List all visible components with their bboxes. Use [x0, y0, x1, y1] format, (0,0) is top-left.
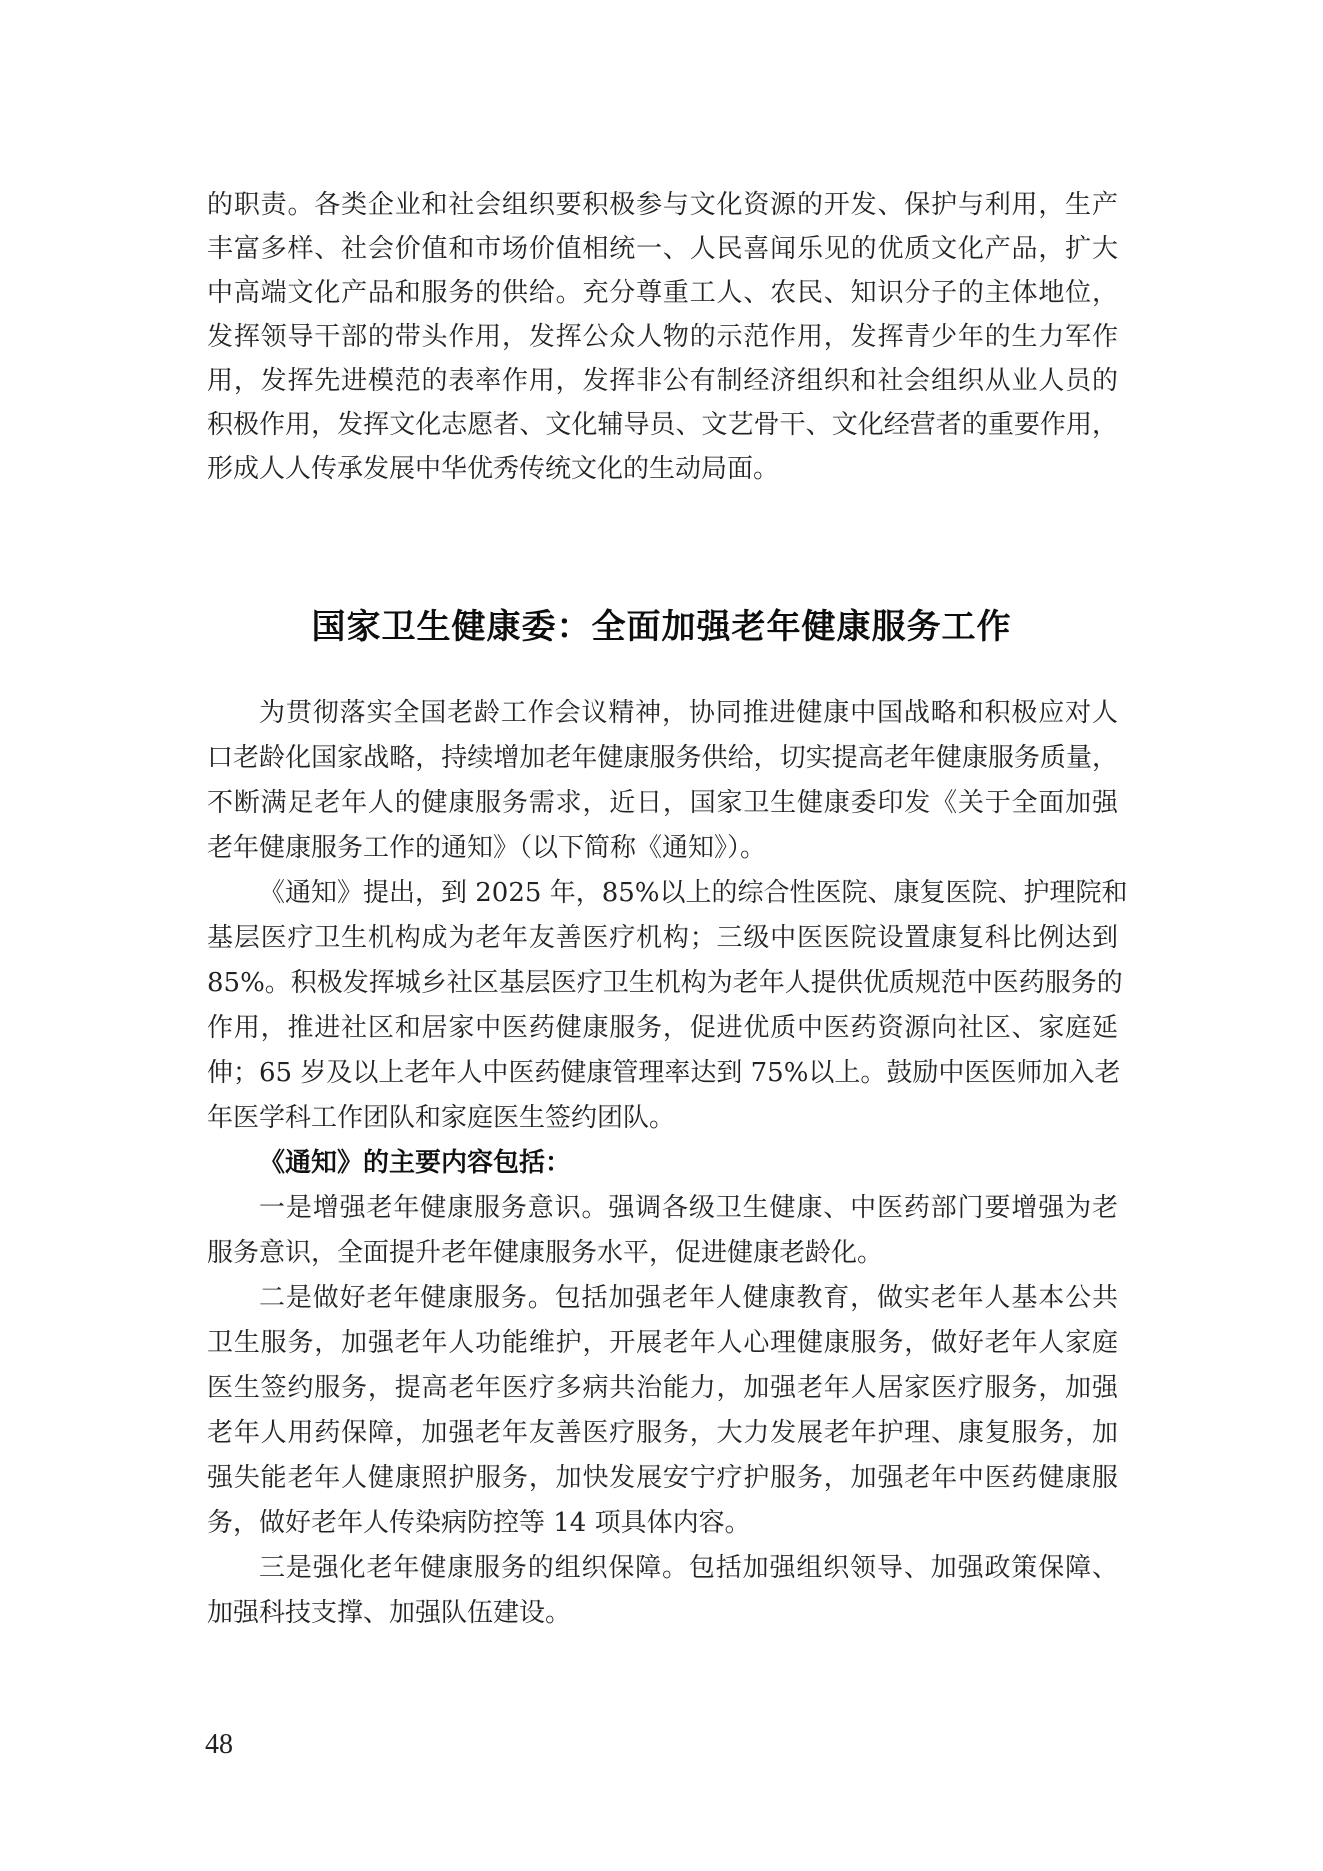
- text-line: 丰富多样、社会价值和市场价值相统一、人民喜闻乐见的优质文化产品，扩大: [207, 234, 1118, 264]
- text-line: 基层医疗卫生机构成为老年友善医疗机构；三级中医医院设置康复科比例达到: [207, 923, 1118, 953]
- text-line: 年医学科工作团队和家庭医生签约团队。: [207, 1103, 676, 1133]
- text-line: 三是强化老年健康服务的组织保障。包括加强组织领导、加强政策保障、: [259, 1553, 1118, 1583]
- text-line: 不断满足老年人的健康服务需求，近日，国家卫生健康委印发《关于全面加强: [207, 788, 1118, 818]
- text-line: 伸；65 岁及以上老年人中医药健康管理率达到 75%以上。鼓励中医医师加入老: [207, 1058, 1121, 1088]
- text-line: 老年人用药保障，加强老年友善医疗服务，大力发展老年护理、康复服务，加: [207, 1418, 1118, 1448]
- text-line: 强失能老年人健康照护服务，加快发展安宁疗护服务，加强老年中医药健康服: [207, 1463, 1118, 1493]
- text-line: 二是做好老年健康服务。包括加强老年人健康教育，做实老年人基本公共: [259, 1283, 1118, 1313]
- text-line: 的职责。各类企业和社会组织要积极参与文化资源的开发、保护与利用，生产: [207, 190, 1118, 220]
- text-line: 积极作用，发挥文化志愿者、文化辅导员、文艺骨干、文化经营者的重要作用，: [207, 410, 1118, 440]
- text-line: 85%。积极发挥城乡社区基层医疗卫生机构为老年人提供优质规范中医药服务的: [207, 968, 1123, 998]
- text-line: 《通知》提出，到 2025 年，85%以上的综合性医院、康复医院、护理院和: [259, 878, 1128, 908]
- text-line: 中高端文化产品和服务的供给。充分尊重工人、农民、知识分子的主体地位，: [207, 278, 1118, 308]
- text-line: 医生签约服务，提高老年医疗多病共治能力，加强老年人居家医疗服务，加强: [207, 1373, 1118, 1403]
- text-line: 发挥领导干部的带头作用，发挥公众人物的示范作用，发挥青少年的生力军作: [207, 322, 1118, 352]
- text-line: 一是增强老年健康服务意识。强调各级卫生健康、中医药部门要增强为老: [259, 1193, 1118, 1223]
- article-title: 国家卫生健康委：全面加强老年健康服务工作: [311, 607, 1012, 647]
- text-line: 卫生服务，加强老年人功能维护，开展老年人心理健康服务，做好老年人家庭: [207, 1328, 1118, 1358]
- text-line: 形成人人传承发展中华优秀传统文化的生动局面。: [207, 454, 780, 484]
- text-line: 口老龄化国家战略，持续增加老年健康服务供给，切实提高老年健康服务质量，: [207, 743, 1118, 773]
- text-line: 务，做好老年人传染病防控等 14 项具体内容。: [207, 1508, 751, 1538]
- text-line: 服务意识，全面提升老年健康服务水平，促进健康老龄化。: [207, 1238, 884, 1268]
- page-number: 48: [205, 1729, 233, 1760]
- section-subheading: 《通知》的主要内容包括：: [259, 1148, 572, 1178]
- text-line: 老年健康服务工作的通知》（以下简称《通知》）。: [207, 833, 767, 863]
- text-line: 作用，推进社区和居家中医药健康服务，促进优质中医药资源向社区、家庭延: [207, 1013, 1118, 1043]
- text-line: 为贯彻落实全国老龄工作会议精神，协同推进健康中国战略和积极应对人: [259, 698, 1118, 728]
- text-line: 用，发挥先进模范的表率作用，发挥非公有制经济组织和社会组织从业人员的: [207, 366, 1118, 396]
- text-line: 加强科技支撑、加强队伍建设。: [207, 1598, 572, 1628]
